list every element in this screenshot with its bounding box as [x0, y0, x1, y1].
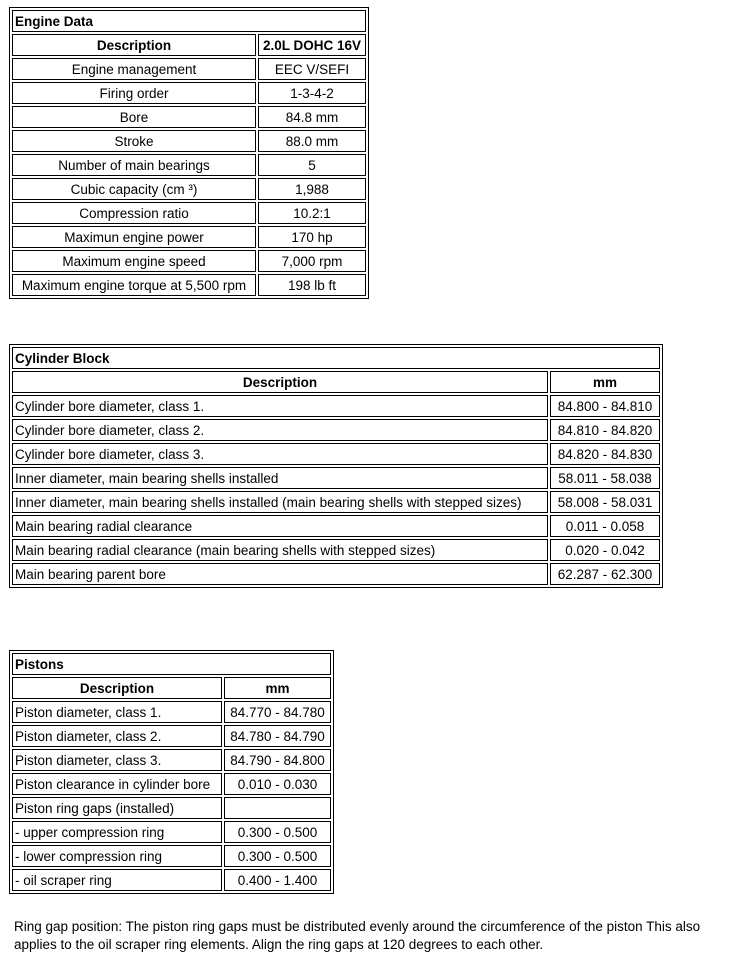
table-cell: 0.400 - 1.400: [224, 869, 331, 891]
table-cell: 0.010 - 0.030: [224, 773, 331, 795]
table-cell: Inner diameter, main bearing shells installed: [12, 467, 548, 489]
table-cell: EEC V/SEFI: [258, 58, 366, 80]
table-row: [12, 749, 331, 771]
engine-data-table: [9, 7, 369, 299]
table-row: [12, 821, 331, 843]
table-cell: 84.8 mm: [258, 106, 366, 128]
table-row: [12, 845, 331, 867]
pistons-table: [9, 650, 334, 894]
table-row: [12, 202, 366, 224]
table-row: [12, 701, 331, 723]
table-cell: - oil scraper ring: [12, 869, 222, 891]
table-row: [12, 563, 660, 585]
table-row: [12, 274, 366, 296]
column-header: mm: [550, 371, 660, 393]
column-header: 2.0L DOHC 16V: [258, 34, 366, 56]
table-row: [12, 58, 366, 80]
table-cell: 170 hp: [258, 226, 366, 248]
table-row: [12, 515, 660, 537]
table-cell: 62.287 - 62.300: [550, 563, 660, 585]
table-title: Cylinder Block: [12, 347, 660, 369]
table-cell: 84.810 - 84.820: [550, 419, 660, 441]
table-row: [12, 82, 366, 104]
table-cell: Piston diameter, class 2.: [12, 725, 222, 747]
table-cell: [224, 797, 331, 819]
table-cell: Number of main bearings: [12, 154, 256, 176]
table-cell: Maximun engine power: [12, 226, 256, 248]
table-cell: Compression ratio: [12, 202, 256, 224]
table-cell: 88.0 mm: [258, 130, 366, 152]
table-cell: 84.770 - 84.780: [224, 701, 331, 723]
cylinder-block-table: [9, 344, 663, 588]
column-header: Description: [12, 371, 548, 393]
table-cell: Bore: [12, 106, 256, 128]
table-cell: Cylinder bore diameter, class 2.: [12, 419, 548, 441]
table-cell: Cubic capacity (cm ³): [12, 178, 256, 200]
table-cell: 84.790 - 84.800: [224, 749, 331, 771]
table-cell: Main bearing radial clearance: [12, 515, 548, 537]
column-header: Description: [12, 34, 256, 56]
table-cell: 0.300 - 0.500: [224, 821, 331, 843]
table-cell: 0.011 - 0.058: [550, 515, 660, 537]
column-header: mm: [224, 677, 331, 699]
table-cell: Stroke: [12, 130, 256, 152]
table-cell: 58.008 - 58.031: [550, 491, 660, 513]
table-cell: Inner diameter, main bearing shells installed (main bearing shells with stepped sizes): [12, 491, 548, 513]
table-row: [12, 130, 366, 152]
table-row: [12, 443, 660, 465]
table-row: [12, 419, 660, 441]
table-cell: 0.020 - 0.042: [550, 539, 660, 561]
table-cell: - upper compression ring: [12, 821, 222, 843]
table-cell: Piston clearance in cylinder bore: [12, 773, 222, 795]
table-cell: Cylinder bore diameter, class 3.: [12, 443, 548, 465]
table-row: [12, 467, 660, 489]
column-header: Description: [12, 677, 222, 699]
table-cell: 84.820 - 84.830: [550, 443, 660, 465]
table-cell: Cylinder bore diameter, class 1.: [12, 395, 548, 417]
table-row: [12, 178, 366, 200]
table-row: [12, 725, 331, 747]
table-row: [12, 797, 331, 819]
table-row: [12, 395, 660, 417]
table-cell: Firing order: [12, 82, 256, 104]
table-row: [12, 539, 660, 561]
table-title: Engine Data: [12, 10, 366, 32]
table-cell: Main bearing parent bore: [12, 563, 548, 585]
table-cell: Piston diameter, class 3.: [12, 749, 222, 771]
table-cell: Piston ring gaps (installed): [12, 797, 222, 819]
table-row: [12, 154, 366, 176]
table-cell: 58.011 - 58.038: [550, 467, 660, 489]
table-title: Pistons: [12, 653, 331, 675]
table-cell: 1-3-4-2: [258, 82, 366, 104]
table-cell: 1,988: [258, 178, 366, 200]
table-cell: 198 lb ft: [258, 274, 366, 296]
table-cell: - lower compression ring: [12, 845, 222, 867]
table-row: [12, 491, 660, 513]
table-row: [12, 869, 331, 891]
table-cell: Piston diameter, class 1.: [12, 701, 222, 723]
table-cell: 0.300 - 0.500: [224, 845, 331, 867]
table-row: [12, 106, 366, 128]
table-cell: Main bearing radial clearance (main bearing shells with stepped sizes): [12, 539, 548, 561]
table-row: [12, 250, 366, 272]
table-cell: Maximum engine torque at 5,500 rpm: [12, 274, 256, 296]
table-cell: Engine management: [12, 58, 256, 80]
table-cell: 10.2:1: [258, 202, 366, 224]
table-row: [12, 226, 366, 248]
table-cell: 5: [258, 154, 366, 176]
table-cell: Maximum engine speed: [12, 250, 256, 272]
table-cell: 84.800 - 84.810: [550, 395, 660, 417]
table-cell: 7,000 rpm: [258, 250, 366, 272]
table-cell: 84.780 - 84.790: [224, 725, 331, 747]
ring-gap-note: Ring gap position: The piston ring gaps must be distributed evenly around the circumference of the piston This also applies to the oil scraper ring elements. Align the ring gaps at 120 degrees to each other.: [14, 919, 701, 952]
table-row: [12, 773, 331, 795]
